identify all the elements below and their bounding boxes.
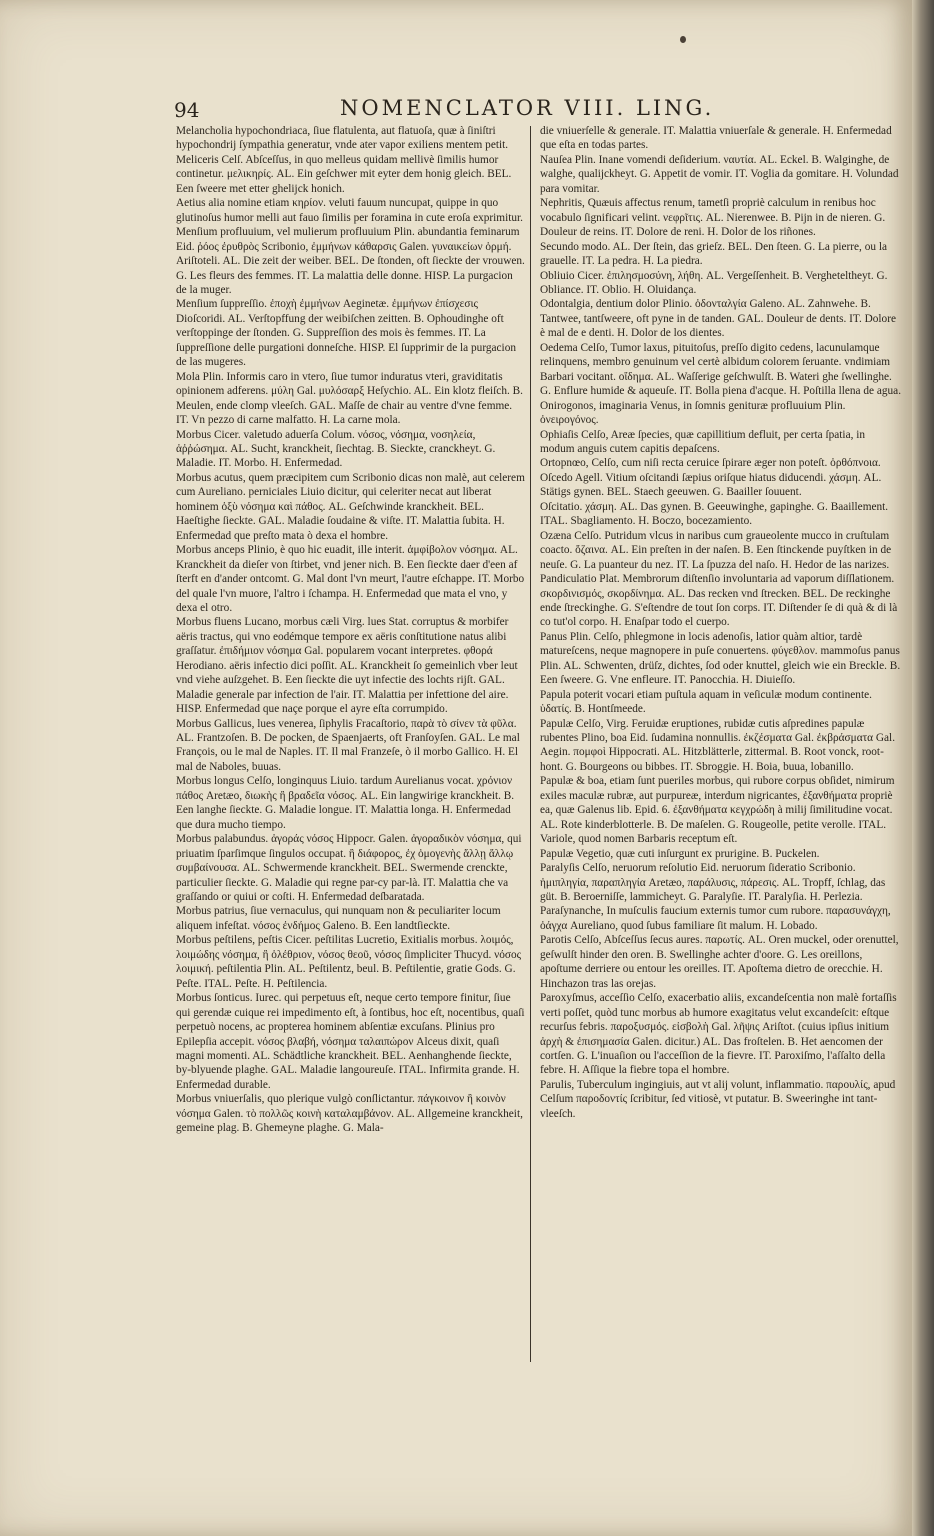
dictionary-entry: Ophiaſis Celſo, Areæ ſpecies, quæ capillitium defluit, per certa ſpatia, in modum anguis cutem capitis depaſcens. — [540, 428, 866, 455]
dictionary-entry: Morbus peſtilens, peſtis Cicer. peſtilitas Lucretio, Exitialis morbus. λοιμός, λοιμώδης νόσημα, ἢ ὀλέθριον, νόσος θεοῦ, νόσος ſimpliciter Thucyd. νόσος λοιμική. peſtilentia Plin. AL. Peſtilentz, beul. B. Peſtilentie, gratie Gods. G. Peſte. ITAL. Peſte. H. Peſtilencia. — [176, 934, 522, 990]
dictionary-entry: Parotis Celſo, Abſceſſus ſecus aures. παρωτίς. AL. Oren muckel, oder orenuttel, geſwulſt hinder den oren. B. Swellinghe achter d'oore. G. Les oreillons, apoſtume derriere ou entour les oreilles. IT. Apoſtema dietro de orecchie. H. Hinchazon tras las orejas. — [540, 934, 899, 990]
dictionary-entry: Morbus longus Celſo, longinquus Liuio. tardum Aurelianus vocat. χρόνιον πάθος Aretæo, διωκὴς ἢ βραδεῖα νόσος. AL. Ein langwirige kranckheit. B. Een langhe ſieckte. G. Maladie longue. IT. Malattia longa. H. Enfermedad que dura mucho tiempo. — [176, 775, 515, 831]
dictionary-entry: Nauſea Plin. Inane vomendi deſiderium. ναυτία. AL. Eckel. B. Walginghe, de walghe, qualijckheyt. G. Appetit de vomir. IT. Voglia da gomitare. H. Volundad para vomitar. — [540, 153, 899, 195]
dictionary-entry: Morbus patrius, ſiue vernaculus, qui nunquam non & peculiariter locum aliquem infeſtat. νόσος ἐνδήμος Galeno. B. Een landtſieckte. — [176, 905, 501, 932]
ink-spot — [680, 36, 686, 43]
dictionary-entry: Parulis, Tuberculum ingingiuis, aut vt alij volunt, inflammatio. παρουλίς, apud Celſum παροδοντίς ſcribitur, ſed vitiosè, vt putatur. B. Sweeringhe int tant-vleeſch. — [540, 1078, 896, 1120]
dictionary-entry: Morbus ſonticus. Iurec. qui perpetuus eſt, neque certo tempore finitur, ſiue qui gerendæ cuique rei impedimento eſt, à ſontibus, hoc eſt, nocentibus, quaſi perpetuò nocens, ac propterea hominem abſentiæ excuſans. Plinius pro Epilepſia accepit. νόσος βλαβή, νόσημα ταλαιπώρον Alceus dixit, quaſi magni momenti. AL. Schädtliche kranckheit. BEL. Aenhanghende ſieckte, by-blyuende plaghe. GAL. Maladie langoureuſe. ITAL. Infirmita grande. H. Enfermedad durable. — [176, 992, 525, 1091]
dictionary-entry: die vniuerſelle & generale. IT. Malattia vniuerſale & generale. H. Enfermedad que eſta en todas partes. — [540, 125, 892, 152]
right-column — [540, 124, 902, 1121]
dictionary-entry: Papulæ Celſo, Virg. Feruidæ eruptiones, rubidæ cutis aſpredines papulæ rubentes Plino, boa Eid. ſudamina nonnullis. ἐκζέσματα Gal. ἐκβράσματα Gal. Aegin. πομφοὶ Hippocrati. AL. Hitzblätterle, zittermal. B. Root vonck, root-hont. G. Bourgeons ou bibbes. IT. Sbroggie. H. Boia, buua, lobanillo. — [540, 717, 896, 773]
page-title: NOMENCLATOR VIII. LING. — [340, 96, 715, 120]
dictionary-entry: Ozæna Celſo. Putridum vlcus in naribus cum graueolente mucco in cruſtulam coacto. ὄζαινα. AL. Ein preſten in der naſen. B. Een ſtinckende puyſtken in de neuſe. G. La puanteur du nez. IT. La ſpuzza del naſo. H. Hedor de las narizes. — [540, 529, 892, 571]
dictionary-entry: Paralyſis Celſo, neruorum reſolutio Eid. neruorum ſideratio Scribonio. ἡμιπληγία, παραπληγία Aretæo, παράλυσις, πάρεσις. AL. Tropff, ſchlag, das güt. B. Beroerniſſe, lammicheyt. G. Paralyſie. IT. Paralyſia. H. Perlezia. — [540, 862, 886, 904]
dictionary-entry: Odontalgia, dentium dolor Plinio. ὀδονταλγία Galeno. AL. Zahnwehe. B. Tantwee, tantſweere, oft pyne in de tanden. GAL. Douleur de dents. IT. Dolore è mal de e denti. H. Dolor de los dientes. — [540, 298, 896, 340]
dictionary-entry: Melancholia hypochondriaca, ſiue flatulenta, aut flatuoſa, quæ à ſiniſtri hypochondrij ſympathia generatur, vnde ater vapor exiliens mentem petit. — [176, 125, 509, 152]
dictionary-entry: Papula poterit vocari etiam puſtula aquam in veſiculæ modum continente. ὑδατίς. B. Hontſmeede. — [540, 688, 872, 716]
dictionary-entry: Menſium profluuium, vel mulierum profluuium Plin. abundantia feminarum Eid. ῥόος ἐρυθρὸς Scribonio, ἐμμήνων κάθαρσις Galen. γυναικείων ὁρμή. Ariſtoteli. AL. Die zeit der weiber. BEL. De ſtonden, oft ſieckte der vrouwen. G. Les fleurs des femmes. IT. La malattia delle donne. HISP. La purgacion de la muger. — [176, 226, 525, 296]
dictionary-entry: Onirogonos, imaginaria Venus, in ſomnis genituræ profluuium Plin. ὀνειρογόνος. — [540, 399, 846, 427]
dictionary-entry: Morbus anceps Plinio, è quo hic euadit, ille interit. ἀμφίβολον νόσημα. AL. Kranckheit da dieſer von ſtirbet, vnd jener nich. B. Een ſieckte daer d'een af ſterft en d'ander ontcomt. G. Mal dont l'vn meurt, l'autre eſchappe. IT. Morbo del quale l'vn muore, l'altro i ſchampa. H. Enfermedad que mata el vno, y dexa el otro. — [176, 544, 525, 614]
dictionary-entry: Morbus vniuerſalis, quo plerique vulgò conſlictantur. πάγκοινον ἢ κοινὸν νόσημα Galen. τὸ πολλῶς κοινὴ καταλαμβάνον. AL. Allgemeine kranckheit, gemeine plag. B. Ghemeyne plaghe. G. Mala- — [176, 1093, 523, 1135]
dictionary-entry: Mola Plin. Informis caro in vtero, ſiue tumor induratus vteri, graviditatis opinionem adferens. μύλη Gal. μυλόσαρξ Heſychio. AL. Ein klotz fleiſch. B. Meulen, ende clomp vleeſch. GAL. Maſſe de chair au ventre d'vne femme. IT. Vn pezzo di carne malfatto. H. La carne mola. — [176, 370, 523, 427]
dictionary-entry: Papulæ & boa, etiam ſunt pueriles morbus, qui rubore corpus obſidet, nimirum exiles maculæ rubræ, aut purpureæ, interdum nigricantes, ἐξανθήματα propriè ea, quæ Galenus lib. Epid. 6. ἐξανθήματα κεγχρώδη à milij ſimilitudine vocat. AL. Rote kinderblotterle. B. De maſelen. G. Rougeolle, petite verolle. ITAL. Variole, quod nomen Barbaris receptum eſt. — [540, 775, 895, 846]
dictionary-entry: Paraſynanche, In muſculis faucium externis tumor cum rubore. παρασυνάγχη, ὀάγχα Aureliano, quod ſubus familiare ſit malum. H. Lobado. — [540, 905, 891, 932]
dictionary-entry: Morbus fluens Lucano, morbus cæli Virg. lues Stat. corruptus & morbifer aëris tractus, qui vno eodémque tempore ex aëris conſtitutione natus alibi graſſatur. ἐπιδήμιον νόσημα Gal. popularem vocant interpretes. φθορά Herodiano. aëris infectio dici poſſit. AL. Kranckheit ſo gemeinlich vber leut vnd viehe auſzgehet. B. Een ſieckte die uyt infectie des lochts rijſt. GAL. Maladie generale par infection de l'air. IT. Malattia per infettione del aire. HISP. Enfermedad que naçe porque el ayre eſta corrumpido. — [176, 616, 518, 716]
page-edge — [912, 0, 934, 1536]
dictionary-entry: Papulæ Vegetio, quæ cuti inſurgunt ex prurigine. B. Puckelen. — [540, 847, 820, 860]
dictionary-entry: Morbus Cicer. valetudo aduerſa Colum. νόσος, νόσημα, νοσηλεία, ἀῤῥώσημα. AL. Sucht, kranckheit, ſiechtag. B. Sieckte, cranckheyt. G. Maladie. IT. Morbo. H. Enfermedad. — [176, 428, 496, 470]
dictionary-entry: Oſcedo Agell. Vitium oſcitandi ſæpius oriſque hiatus diducendi. χάσμη. AL. Stätigs gynen. BEL. Staech geeuwen. G. Baailler ſouuent. — [540, 471, 882, 499]
dictionary-entry: Panus Plin. Celſo, phlegmone in locis adenoſis, latior quàm altior, tardè matureſcens, neque magnopere in puſe conuertens. φύγεθλον. mammoſus panus Plin. AL. Schwenten, drüſz, dichtes, ſod oder knuttel, gleich wie ein Breckle. B. Een ſweere. G. Vne enfleure. IT. Panocchia. H. Diuieſſo. — [540, 630, 901, 687]
dictionary-entry: Menſium ſuppreſſio. ἐποχὴ ἐμμήνων Aeginetæ. ἐμμήνων ἐπίσχεσις Dioſcoridi. AL. Verſtopffung der weibiſchen zeitten. B. Ophoudinghe oft verſtoppinge der ſtonden. G. Suppreſſion des mois ès femmes. IT. La ſuppreſſione delle purgationi donneſche. HISP. El ſupprimir de la purgacion de las mugeres. — [176, 298, 516, 369]
dictionary-entry: Paroxyſmus, acceſſio Celſo, exacerbatio aliis, excandeſcentia non malè fortaſſis verti poſſet, quòd tunc morbus ab humore exagitatus velut excandeſcit: eſtque recurſus febris. παροξυσμός. εἰσβολὴ Gal. λῆψις Ariſtot. (cuius ipſius initium ἀρχὴ & ἐπισημασία Galen. dicitur.) AL. Das froſtelen. B. Het aencomen der cortſen. G. L'inuaſion ou l'acceſſion de la fievre. IT. Paroxiſmo, l'aſſalto della febre. H. Aſſique la fiebre topa el hombre. — [540, 992, 897, 1077]
dictionary-entry: Secundo modo. AL. Der ſtein, das grieſz. BEL. Den ſteen. G. La pierre, ou la grauelle. IT. La pedra. H. La piedra. — [540, 240, 887, 268]
page-number: 94 — [174, 98, 200, 122]
running-head — [170, 96, 770, 126]
dictionary-entry: Morbus acutus, quem præcipitem cum Scribonio dicas non malè, aut celerem cum Aureliano. perniciales Liuio dicitur, qui celeriter necat aut liberat hominem ὀξὺ νόσημα καὶ πάθος. AL. Geſchwinde kranckheit. BEL. Haeſtighe ſieckte. GAL. Maladie ſoudaine & viſte. IT. Malattia ſubita. H. Enfermedad que preſto mata ò dexa el hombre. — [176, 471, 525, 542]
dictionary-entry: Ortopnœo, Celſo, cum niſi recta ceruice ſpirare æger non poteſt. ὀρθόπνοια. — [540, 457, 881, 470]
dictionary-entry: Obliuio Cicer. ἐπιλησμοσύνη, λήθη. AL. Vergeſſenheit. B. Vergheteltheyt. G. Obliance. IT. Oblio. H. Oluidança. — [540, 269, 888, 296]
dictionary-entry: Nephritis, Quæuis affectus renum, tametſi propriè calculum in renibus hoc vocabulo ſignificari velint. νεφρῖτις. AL. Nierenwee. B. Pijn in de nieren. G. Douleur de reins. IT. Dolore de reni. H. Dolor de los riñones. — [540, 197, 886, 239]
column-divider — [530, 126, 531, 1362]
left-column — [176, 124, 526, 1136]
dictionary-entry: Aetius alia nomine etiam κηρίον. veluti fauum nuncupat, quippe in quo glutinoſus humor melli aut fauo ſimilis per foramina in cute eroſa exprimitur. — [176, 197, 523, 224]
dictionary-entry: Oſcitatio. χάσμη. AL. Das gynen. B. Geeuwinghe, gapinghe. G. Baaillement. ITAL. Sbagliamento. H. Boczo, bocezamiento. — [540, 500, 889, 528]
dictionary-entry: Meliceris Celſ. Abſceſſus, in quo melleus quidam mellivè ſimilis humor continetur. μελικηρίς. AL. Ein geſchwer mit eyter dem honig gleich. BEL. Een ſweere met etter ghelijck honich. — [176, 153, 512, 195]
dictionary-entry: Morbus palabundus. ἀγοράς νόσος Hippocr. Galen. ἀγοραδικὸν νόσημα, qui priuatim ſparſimque ſingulos occupat. ἢ διάφορος, ἐχ ὁμογενὴς ἄλλῃ ἄλλῳ συμβαίνουσα. AL. Schwermende kranckheit. BEL. Swermende crenckte, particulier ſieckte. G. Maladie qui regne par-cy par-là. IT. Malattia che va graſſando or quiui or coſti. H. Enfermedad deſbaratada. — [176, 833, 522, 904]
dictionary-entry: Oedema Celſo, Tumor laxus, pituitoſus, preſſo digito cedens, lacunulamque relinquens, membro genuinum vel certè albidum colorem ſeruante. vndimiam Barbari vocitant. οἴδημα. AL. Waſſerige geſchwulſt. B. Wateri ghe ſwellinghe. G. Enflure humide & aqueuſe. IT. Bolla piena d'acque. H. Poſtilla llena de agua. — [540, 341, 902, 398]
dictionary-entry: Pandiculatio Plat. Membrorum diſtenſio involuntaria ad vaporum diſſlationem. σκορδινισμός, σκορδίνημα. AL. Das recken vnd ſtrecken. BEL. De reckinghe ende ſtreckinghe. G. S'eſtendre de tout ſon corps. IT. Diſtender ſe di quà & di là co tut'ol corpo. H. Enaſpar todo el cuerpo. — [540, 573, 898, 629]
dictionary-entry: Morbus Gallicus, lues venerea, ſiphylis Fracaſtorio, παρὰ τὸ σίνεν τὰ φῦλα. AL. Frantzoſen. B. De pocken, de Spaenjaerts, oft Franſoyſen. GAL. Le mal François, ou le mal de Naples. IT. Il mal Franzeſe, ò il morbo Gallico. H. El mal de Naboles, buuas. — [176, 717, 520, 773]
